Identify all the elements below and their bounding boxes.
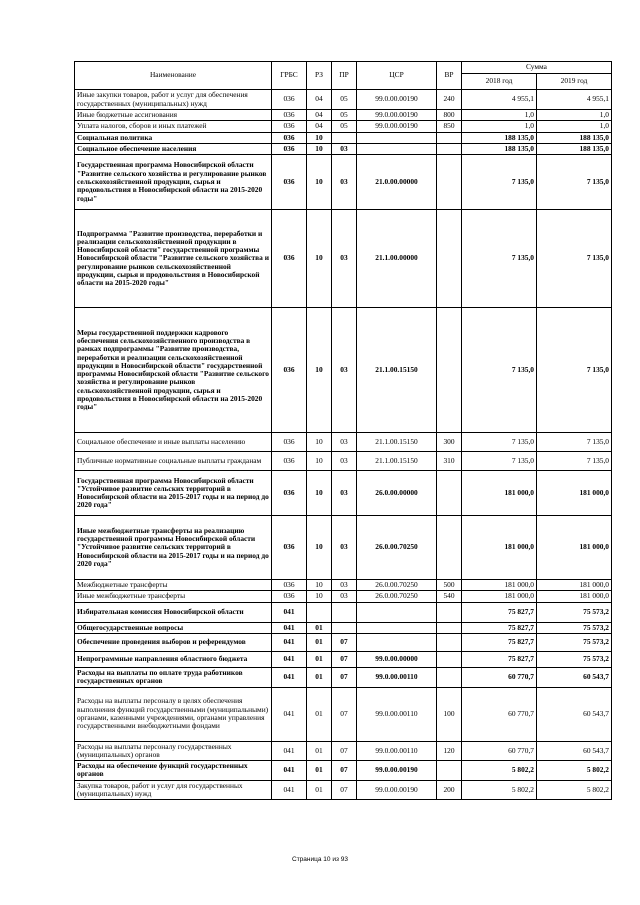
- cell-2019: 181 000,0: [537, 516, 612, 580]
- cell-grbs: 041: [272, 687, 307, 741]
- cell-vr: [437, 308, 462, 433]
- cell-rz: 01: [307, 622, 332, 633]
- cell-name: Общегосударственные вопросы: [75, 622, 272, 633]
- table-row: [75, 602, 612, 622]
- header-name: Наименование: [75, 62, 272, 90]
- cell-rz: 01: [307, 633, 332, 651]
- cell-2018: 188 135,0: [462, 132, 537, 143]
- cell-name: Непрограммные направления областного бюджета: [75, 651, 272, 667]
- cell-2019: 5 802,2: [537, 780, 612, 800]
- cell-grbs: 036: [272, 121, 307, 132]
- cell-2018: 1,0: [462, 121, 537, 132]
- cell-rz: 01: [307, 761, 332, 781]
- cell-grbs: 041: [272, 622, 307, 633]
- cell-2018: 181 000,0: [462, 580, 537, 591]
- cell-2018: 1,0: [462, 110, 537, 121]
- cell-rz: 01: [307, 741, 332, 761]
- table-row: [75, 591, 612, 602]
- cell-vr: 300: [437, 433, 462, 452]
- cell-name: Закупка товаров, работ и услуг для государственных (муниципальных) нужд: [75, 780, 272, 800]
- cell-2019: 1,0: [537, 121, 612, 132]
- cell-name: Межбюджетные трансферты: [75, 580, 272, 591]
- cell-rz: 10: [307, 155, 332, 210]
- cell-vr: [437, 651, 462, 667]
- cell-grbs: 036: [272, 110, 307, 121]
- cell-csr: 21.1.00.15150: [357, 452, 437, 471]
- cell-2019: 181 000,0: [537, 580, 612, 591]
- cell-vr: [437, 143, 462, 154]
- cell-csr: [357, 602, 437, 622]
- cell-pr: 03: [332, 591, 357, 602]
- cell-rz: 01: [307, 780, 332, 800]
- cell-pr: 07: [332, 780, 357, 800]
- cell-csr: [357, 633, 437, 651]
- cell-csr: 99.0.00.00000: [357, 651, 437, 667]
- cell-vr: [437, 471, 462, 516]
- cell-rz: 04: [307, 121, 332, 132]
- cell-csr: [357, 143, 437, 154]
- cell-2018: 60 770,7: [462, 687, 537, 741]
- cell-csr: 21.1.00.15150: [357, 433, 437, 452]
- cell-rz: 10: [307, 471, 332, 516]
- cell-2018: 7 135,0: [462, 210, 537, 308]
- cell-grbs: 036: [272, 471, 307, 516]
- table-row: [75, 633, 612, 651]
- cell-vr: [437, 132, 462, 143]
- cell-grbs: 036: [272, 433, 307, 452]
- cell-vr: 100: [437, 687, 462, 741]
- cell-vr: 850: [437, 121, 462, 132]
- table-row: [75, 667, 612, 687]
- cell-name: Социальное обеспечение населения: [75, 143, 272, 154]
- cell-pr: [332, 602, 357, 622]
- cell-pr: 05: [332, 110, 357, 121]
- cell-pr: 07: [332, 687, 357, 741]
- table-row: [75, 110, 612, 121]
- cell-name: Государственная программа Новосибирской области "Развитие сельского хозяйства и регулирование рынков сельскохозяйственной продукции, сырья и продовольствия в Новосибирской области на 2015-2020 годы": [75, 155, 272, 210]
- cell-name: Иные межбюджетные трансферты на реализацию государственной программы Новосибирской области "Устойчивое развитие сельских территорий в Новосибирской области на 2015-2017 годы и на период до 2020 года": [75, 516, 272, 580]
- header-vr: ВР: [437, 62, 462, 90]
- table-row: [75, 580, 612, 591]
- cell-pr: 03: [332, 516, 357, 580]
- cell-rz: 01: [307, 687, 332, 741]
- cell-grbs: 036: [272, 132, 307, 143]
- cell-name: Расходы на обеспечение функций государственных органов: [75, 761, 272, 781]
- cell-rz: [307, 602, 332, 622]
- cell-2019: 7 135,0: [537, 155, 612, 210]
- table-row: [75, 622, 612, 633]
- cell-name: Социальная политика: [75, 132, 272, 143]
- cell-rz: 10: [307, 452, 332, 471]
- table-row: [75, 210, 612, 308]
- cell-csr: 99.0.00.00190: [357, 761, 437, 781]
- header-year-2019: 2019 год: [537, 74, 612, 90]
- cell-2019: 7 135,0: [537, 433, 612, 452]
- cell-rz: 01: [307, 667, 332, 687]
- header-sum: Сумма: [462, 62, 612, 74]
- cell-vr: [437, 633, 462, 651]
- cell-vr: [437, 155, 462, 210]
- cell-pr: 03: [332, 471, 357, 516]
- cell-grbs: 036: [272, 143, 307, 154]
- cell-2018: 7 135,0: [462, 452, 537, 471]
- cell-2019: 75 573,2: [537, 651, 612, 667]
- cell-name: Избирательная комиссия Новосибирской области: [75, 602, 272, 622]
- cell-2018: 181 000,0: [462, 591, 537, 602]
- cell-pr: 03: [332, 210, 357, 308]
- cell-vr: 540: [437, 591, 462, 602]
- cell-grbs: 036: [272, 516, 307, 580]
- cell-2018: 75 827,7: [462, 633, 537, 651]
- cell-rz: 10: [307, 433, 332, 452]
- cell-name: Расходы на выплаты персоналу государственных (муниципальных) органов: [75, 741, 272, 761]
- cell-2019: 5 802,2: [537, 761, 612, 781]
- cell-grbs: 036: [272, 308, 307, 433]
- cell-pr: 03: [332, 155, 357, 210]
- cell-rz: 04: [307, 110, 332, 121]
- cell-csr: 21.1.00.15150: [357, 308, 437, 433]
- cell-vr: [437, 667, 462, 687]
- cell-name: Иные закупки товаров, работ и услуг для обеспечения государственных (муниципальных) нужд: [75, 90, 272, 110]
- cell-grbs: 036: [272, 580, 307, 591]
- cell-name: Публичные нормативные социальные выплаты гражданам: [75, 452, 272, 471]
- cell-name: Государственная программа Новосибирской области "Устойчивое развитие сельских территорий в Новосибирской области на 2015-2017 годы и на период до 2020 года": [75, 471, 272, 516]
- cell-pr: 07: [332, 667, 357, 687]
- cell-2019: 181 000,0: [537, 591, 612, 602]
- cell-2018: 60 770,7: [462, 741, 537, 761]
- cell-2018: 75 827,7: [462, 622, 537, 633]
- cell-csr: 26.0.00.70250: [357, 516, 437, 580]
- cell-vr: [437, 761, 462, 781]
- cell-name: Иные бюджетные ассигнования: [75, 110, 272, 121]
- table-row: [75, 761, 612, 781]
- cell-name: Подпрограмма "Развитие производства, переработки и реализации сельскохозяйственной продукции в Новосибирской области" государственной программы Новосибирской области "Развитие сельского хозяйства и регулирование рынков сельскохозяйственной продукции, сырья и продовольствия в Новосибирской области на 2015-2020 годы": [75, 210, 272, 308]
- cell-grbs: 041: [272, 651, 307, 667]
- cell-2019: 4 955,1: [537, 90, 612, 110]
- cell-vr: 200: [437, 780, 462, 800]
- cell-pr: 07: [332, 651, 357, 667]
- table-row: [75, 143, 612, 154]
- cell-name: Иные межбюджетные трансферты: [75, 591, 272, 602]
- cell-2019: 7 135,0: [537, 452, 612, 471]
- table-row: [75, 452, 612, 471]
- cell-pr: 05: [332, 90, 357, 110]
- cell-csr: [357, 622, 437, 633]
- cell-rz: 10: [307, 132, 332, 143]
- cell-grbs: 036: [272, 452, 307, 471]
- cell-pr: [332, 622, 357, 633]
- cell-2019: 1,0: [537, 110, 612, 121]
- cell-csr: 26.0.00.00000: [357, 471, 437, 516]
- table-body: [75, 90, 612, 800]
- cell-rz: 10: [307, 210, 332, 308]
- budget-table: [74, 61, 612, 800]
- cell-2018: 181 000,0: [462, 516, 537, 580]
- cell-rz: 10: [307, 591, 332, 602]
- cell-vr: [437, 622, 462, 633]
- table-row: [75, 90, 612, 110]
- cell-2019: 60 543,7: [537, 667, 612, 687]
- cell-csr: 99.0.00.00190: [357, 121, 437, 132]
- cell-pr: 03: [332, 433, 357, 452]
- cell-pr: [332, 132, 357, 143]
- cell-csr: 99.0.00.00110: [357, 687, 437, 741]
- table-row: [75, 433, 612, 452]
- cell-csr: 26.0.00.70250: [357, 591, 437, 602]
- page-footer: Страница 10 из 93: [292, 856, 348, 863]
- cell-2018: 5 802,2: [462, 780, 537, 800]
- cell-2019: 75 573,2: [537, 622, 612, 633]
- cell-2019: 181 000,0: [537, 471, 612, 516]
- cell-pr: 03: [332, 308, 357, 433]
- cell-vr: [437, 210, 462, 308]
- cell-2018: 7 135,0: [462, 155, 537, 210]
- cell-rz: 01: [307, 651, 332, 667]
- cell-vr: [437, 516, 462, 580]
- cell-rz: 10: [307, 143, 332, 154]
- cell-2019: 188 135,0: [537, 143, 612, 154]
- table-row: [75, 516, 612, 580]
- cell-grbs: 036: [272, 210, 307, 308]
- cell-2018: 4 955,1: [462, 90, 537, 110]
- cell-pr: 03: [332, 143, 357, 154]
- cell-vr: [437, 602, 462, 622]
- cell-vr: 500: [437, 580, 462, 591]
- cell-name: Социальное обеспечение и иные выплаты населению: [75, 433, 272, 452]
- header-rz: РЗ: [307, 62, 332, 90]
- cell-2019: 60 543,7: [537, 741, 612, 761]
- cell-pr: 07: [332, 741, 357, 761]
- cell-grbs: 041: [272, 667, 307, 687]
- table-row: [75, 651, 612, 667]
- table-row: [75, 155, 612, 210]
- cell-2019: 7 135,0: [537, 308, 612, 433]
- table-row: [75, 308, 612, 433]
- cell-grbs: 041: [272, 741, 307, 761]
- cell-csr: 99.0.00.00190: [357, 110, 437, 121]
- cell-rz: 10: [307, 516, 332, 580]
- cell-csr: 26.0.00.70250: [357, 580, 437, 591]
- cell-name: Расходы на выплаты по оплате труда работников государственных органов: [75, 667, 272, 687]
- cell-rz: 04: [307, 90, 332, 110]
- cell-grbs: 041: [272, 602, 307, 622]
- cell-name: Расходы на выплаты персоналу в целях обеспечения выполнения функций государственными (муниципальными) органами, казенными учреждениями, органами управления государственными внебюджетными фондами: [75, 687, 272, 741]
- header-csr: ЦСР: [357, 62, 437, 90]
- header-year-2018: 2018 год: [462, 74, 537, 90]
- cell-2019: 7 135,0: [537, 210, 612, 308]
- cell-name: Уплата налогов, сборов и иных платежей: [75, 121, 272, 132]
- cell-2018: 60 770,7: [462, 667, 537, 687]
- cell-csr: 21.1.00.00000: [357, 210, 437, 308]
- table-row: [75, 687, 612, 741]
- cell-2019: 60 543,7: [537, 687, 612, 741]
- table-row: [75, 132, 612, 143]
- cell-csr: 99.0.00.00190: [357, 90, 437, 110]
- cell-vr: 310: [437, 452, 462, 471]
- cell-rz: 10: [307, 308, 332, 433]
- cell-rz: 10: [307, 580, 332, 591]
- cell-2018: 75 827,7: [462, 602, 537, 622]
- cell-pr: 07: [332, 633, 357, 651]
- cell-grbs: 041: [272, 761, 307, 781]
- cell-grbs: 036: [272, 90, 307, 110]
- cell-vr: 120: [437, 741, 462, 761]
- cell-grbs: 041: [272, 633, 307, 651]
- table-row: [75, 741, 612, 761]
- cell-2019: 75 573,2: [537, 602, 612, 622]
- cell-pr: 03: [332, 580, 357, 591]
- table-row: [75, 121, 612, 132]
- cell-csr: 99.0.00.00110: [357, 667, 437, 687]
- table-row: [75, 780, 612, 800]
- cell-2018: 5 802,2: [462, 761, 537, 781]
- cell-name: Меры государственной поддержки кадрового обеспечения сельскохозяйственного производства в рамках подпрограммы "Развитие производства, переработки и реализации сельскохозяйственной продукции в Новосибирской области" государственной программы Новосибирской области "Развитие сельского хозяйства и регулирование рынков сельскохозяйственной продукции, сырья и продовольствия в Новосибирской области на 2015-2020 годы": [75, 308, 272, 433]
- cell-pr: 05: [332, 121, 357, 132]
- cell-2018: 7 135,0: [462, 308, 537, 433]
- cell-csr: [357, 132, 437, 143]
- cell-2018: 188 135,0: [462, 143, 537, 154]
- cell-csr: 99.0.00.00190: [357, 780, 437, 800]
- cell-csr: 99.0.00.00110: [357, 741, 437, 761]
- header-grbs: ГРБС: [272, 62, 307, 90]
- cell-2018: 7 135,0: [462, 433, 537, 452]
- header-pr: ПР: [332, 62, 357, 90]
- cell-csr: 21.0.00.00000: [357, 155, 437, 210]
- cell-2018: 181 000,0: [462, 471, 537, 516]
- cell-2019: 75 573,2: [537, 633, 612, 651]
- cell-name: Обеспечение проведения выборов и референдумов: [75, 633, 272, 651]
- cell-vr: 240: [437, 90, 462, 110]
- cell-grbs: 036: [272, 155, 307, 210]
- cell-2018: 75 827,7: [462, 651, 537, 667]
- cell-grbs: 036: [272, 591, 307, 602]
- cell-pr: 07: [332, 761, 357, 781]
- cell-grbs: 041: [272, 780, 307, 800]
- cell-pr: 03: [332, 452, 357, 471]
- cell-2019: 188 135,0: [537, 132, 612, 143]
- cell-vr: 800: [437, 110, 462, 121]
- table-row: [75, 471, 612, 516]
